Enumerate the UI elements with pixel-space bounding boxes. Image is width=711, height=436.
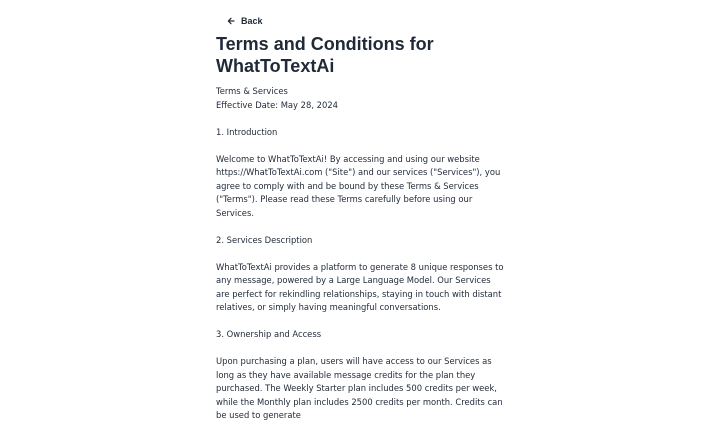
doc-subtitle: Terms & Services (216, 86, 288, 96)
section-heading: 2. Services Description (216, 234, 313, 245)
page-title: Terms and Conditions for WhatToTextAi (216, 34, 434, 76)
section-body: Upon purchasing a plan, users will have access to our Services as long as they have available message credits for the plan they purchased. The Weekly Starter plan includes 500 credits per week, while the Monthly plan includes 2500 credits per month. Credits can be used to generate (216, 356, 503, 420)
section-heading: 1. Introduction (216, 126, 278, 137)
section-body: WhatToTextAi provides a platform to generate 8 unique responses to any message, powered by a Large Language Model. Our Services are perfect for rekindling relationships, staying in touch with distant relatives, or simply having meaningful conversations. (216, 261, 504, 312)
back-label: Back (241, 16, 263, 26)
section-body: Welcome to WhatToTextAi! By accessing and using our website https://WhatToTextAi.com ("Site") and our services ("Services"), you agree to comply with and be bound by these Terms & Services ("Terms"). Please read these Terms carefully before using our Services. (216, 153, 501, 218)
effective-date: Effective Date: May 28, 2024 (216, 99, 338, 110)
back-button[interactable] (227, 16, 263, 26)
arrow-left-icon (227, 17, 235, 25)
terms-content (216, 85, 506, 436)
section-heading: 3. Ownership and Access (216, 329, 322, 339)
